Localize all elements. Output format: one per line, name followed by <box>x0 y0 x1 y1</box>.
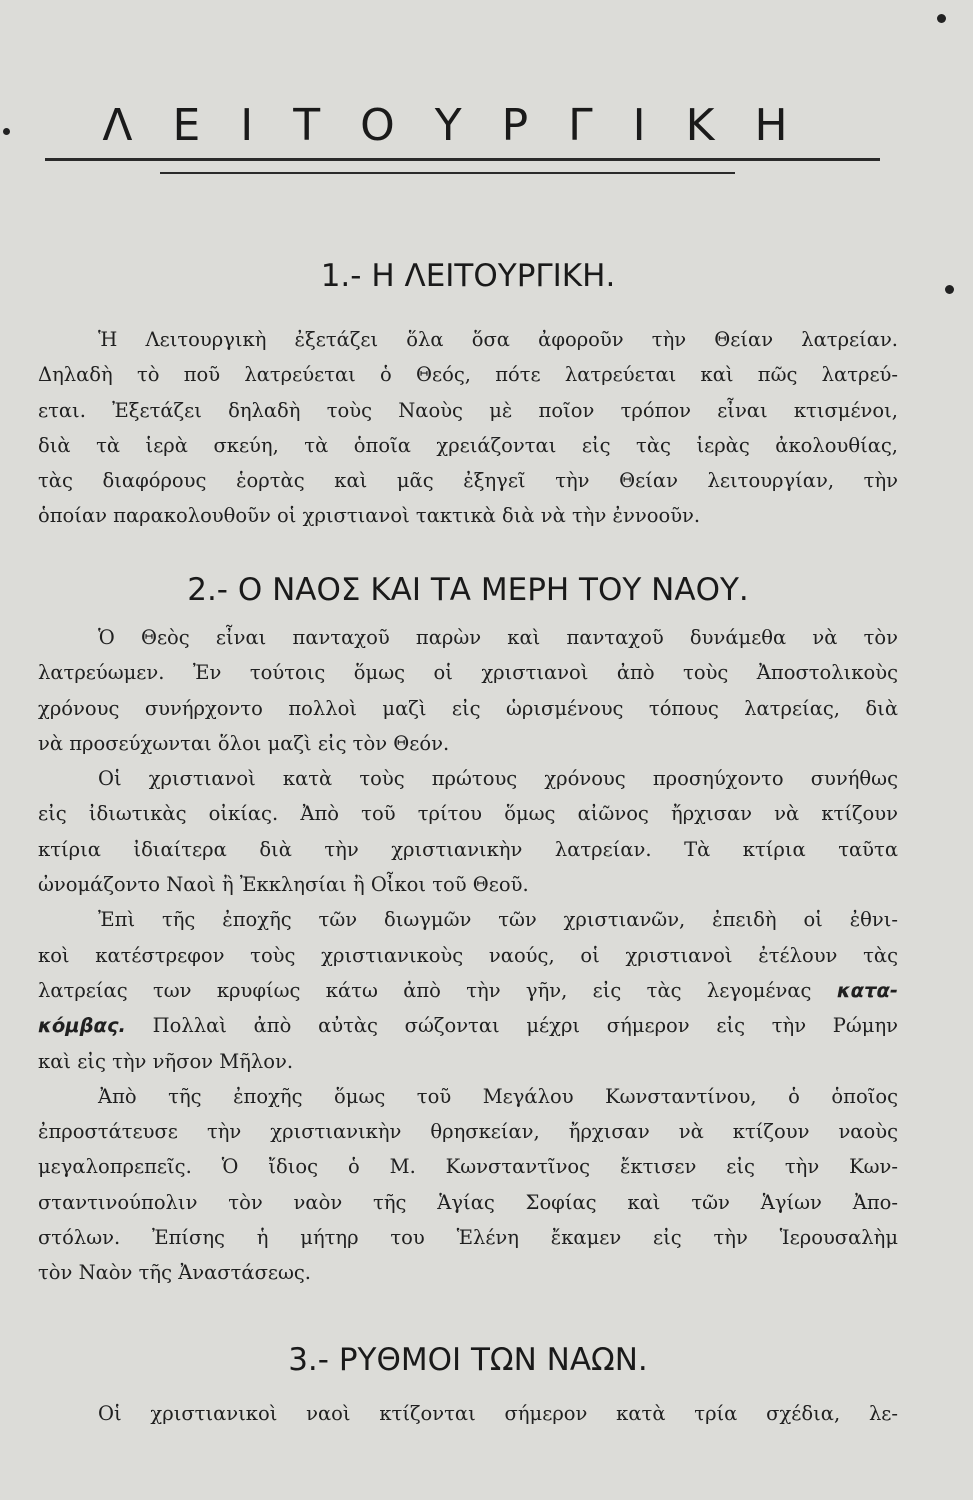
text-line: Ἡ Λειτουργικὴ ἐξετάζει ὅλα ὅσα ἀφοροῦν τὴν Θείαν λατρείαν. <box>98 328 898 351</box>
text-line: στόλων. Ἐπίσης ἡ μήτηρ του Ἑλένη ἔκαμεν εἰς τὴν Ἱερουσαλὴμ <box>38 1226 898 1250</box>
section-heading: 1.- Η ΛΕΙΤΟΥΡΓΙΚΗ. <box>320 258 616 294</box>
text-line: κτίρια ἰδιαίτερα διὰ τὴν χριστιανικὴν λατρείαν. Τὰ κτίρια ταῦτα <box>38 837 898 861</box>
text-line: μεγαλοπρεπεῖς. Ὁ ἴδιος ὁ Μ. Κωνσταντῖνος ἔκτισεν εἰς τὴν Κων- <box>38 1155 898 1179</box>
text-line: εἰς ἰδιωτικὰς οἰκίας. Ἀπὸ τοῦ τρίτου ὅμως αἰῶνος ἤρχισαν νὰ κτίζουν <box>38 802 898 826</box>
text-line: Ὁ Θεὸς εἶναι πανταχοῦ παρὼν καὶ πανταχοῦ δυνάμεθα νὰ τὸν <box>98 626 898 649</box>
text-fragment: Πολλαὶ ἀπὸ αὐτὰς σώζονται μέχρι σήμερον εἰς τὴν Ρώμην <box>125 1014 898 1038</box>
text-line: ὠνομάζοντο Ναοὶ ἢ Ἐκκλησίαι ἢ Οἶκοι τοῦ Θεοῦ. <box>38 873 529 897</box>
text-line: τὰς διαφόρους ἑορτὰς καὶ μᾶς ἐξηγεῖ τὴν Θείαν λειτουργίαν, τὴν <box>38 469 898 493</box>
speck-mark <box>3 128 10 135</box>
speck-mark <box>937 14 946 23</box>
text-line: εται. Ἐξετάζει δηλαδὴ τοὺς Ναοὺς μὲ ποῖον τρόπον εἶναι κτισμένοι, <box>38 398 898 422</box>
page-banner-title: ΛΕΙΤΟΥΡΓΙΚΗ <box>102 100 828 151</box>
paragraph <box>38 1396 898 1431</box>
text-line: Ἀπὸ τῆς ἐποχῆς ὅμως τοῦ Μεγάλου Κωνσταντίνου, ὁ ὁποῖος <box>98 1084 898 1108</box>
text-line: Οἱ χριστιανικοὶ ναοὶ κτίζονται σήμερον κατὰ τρία σχέδια, λε- <box>98 1402 898 1425</box>
text-fragment: λατρείας των κρυφίως κάτω ἀπὸ τὴν γῆν, εἰς τὰς λεγομένας <box>38 978 812 1002</box>
text-line: ἐπροστάτευσε τὴν χριστιανικὴν θρησκείαν, ἤρχισαν νὰ κτίζουν ναοὺς <box>38 1120 898 1144</box>
text-line: διὰ τὰ ἱερὰ σκεύη, τὰ ὁποῖα χρειάζονται εἰς τὰς ἱερὰς ἀκολουθίας, <box>38 433 898 457</box>
text-line: Οἱ χριστιανοὶ κατὰ τοὺς πρώτους χρόνους προσηύχοντο συνήθως <box>98 767 898 791</box>
text-line: τὸν Ναὸν τῆς Ἀναστάσεως. <box>38 1261 311 1285</box>
text-line: καὶ εἰς τὴν νῆσον Μῆλον. <box>38 1049 294 1073</box>
paragraph <box>38 620 898 1291</box>
bold-term: κόμβας. <box>38 1014 126 1038</box>
text-line: λατρεύωμεν. Ἐν τούτοις ὅμως οἱ χριστιανοὶ ἀπὸ τοὺς Ἀποστολικοὺς <box>38 661 898 685</box>
text-line: Ἐπὶ τῆς ἐποχῆς τῶν διωγμῶν τῶν χριστιανῶν, ἐπειδὴ οἱ ἐθνι- <box>98 908 898 932</box>
text-line <box>38 973 898 1008</box>
text-line: ὁποίαν παρακολουθοῦν οἱ χριστιανοὶ τακτικὰ διὰ νὰ τὴν ἐννοοῦν. <box>38 504 701 528</box>
speck-mark <box>945 285 954 294</box>
text-line: χρόνους συνήρχοντο πολλοὶ μαζὶ εἰς ὡρισμένους τόπους λατρείας, διὰ <box>38 696 898 720</box>
paragraph <box>38 322 898 534</box>
banner-rule-bottom <box>160 172 735 174</box>
text-line: νὰ προσεύχωνται ὅλοι μαζὶ εἰς τὸν Θεόν. <box>38 731 450 755</box>
section-heading: 3.- ΡΥΘΜΟΙ ΤΩΝ ΝΑΩΝ. <box>288 1342 648 1378</box>
bold-term: κατα- <box>836 978 898 1002</box>
text-line: Δηλαδὴ τὸ ποῦ λατρεύεται ὁ Θεός, πότε λατρεύεται καὶ πῶς λατρεύ- <box>38 363 898 387</box>
banner-rule-top <box>45 158 880 161</box>
text-line <box>38 1008 898 1043</box>
section-heading: 2.- Ο ΝΑΟΣ ΚΑΙ ΤΑ ΜΕΡΗ ΤΟΥ ΝΑΟΥ. <box>187 572 749 608</box>
text-line: σταντινούπολιν τὸν ναὸν τῆς Ἁγίας Σοφίας καὶ τῶν Ἁγίων Ἀπο- <box>38 1190 898 1214</box>
text-line: κοὶ κατέστρεφον τοὺς χριστιανικοὺς ναούς, οἱ χριστιανοὶ ἐτέλουν τὰς <box>38 943 898 967</box>
